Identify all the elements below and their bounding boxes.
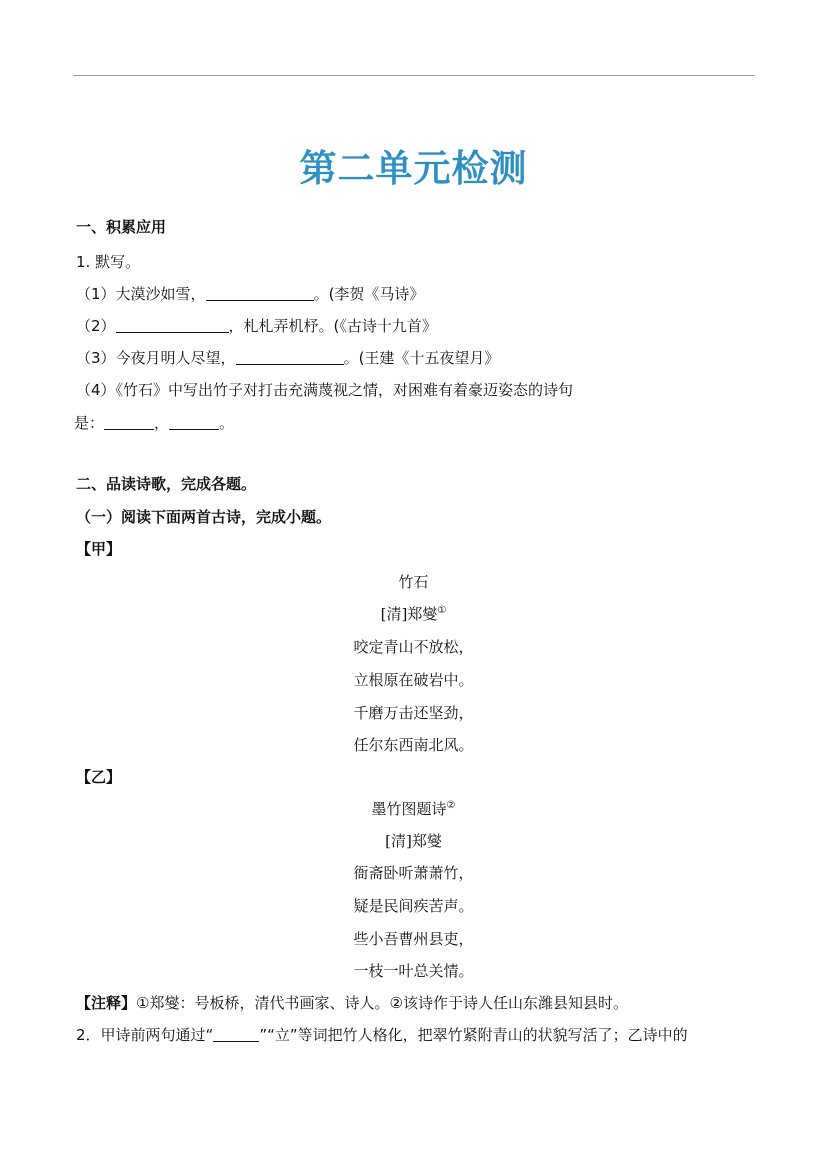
item-text-post: 。(王建《十五夜望月》 [343, 349, 500, 367]
item-text-post: 。(李贺《马诗》 [313, 285, 425, 303]
answer-blank[interactable] [169, 415, 219, 430]
poem-a-tag: 【甲】 [76, 540, 122, 558]
poem-b-line-3: 些小吾曹州县吏， [353, 930, 474, 948]
poem-a-line-4: 任尔东西南北风。 [353, 736, 474, 754]
item-number: （3） [76, 349, 116, 367]
q1-item-4-line1: （4）《竹石》中写出竹子对打击充满蔑视之情，对困难有着豪迈姿态的诗句 [76, 381, 574, 399]
poem-title-text: 墨竹图题诗 [371, 800, 447, 818]
poem-a-line-3: 千磨万击还坚劲， [353, 704, 474, 722]
answer-blank[interactable] [116, 318, 229, 333]
poem-b-tag: 【乙】 [76, 768, 122, 786]
q1-item-3 [76, 347, 499, 368]
separator: ， [154, 414, 170, 432]
section1-heading: 一、积累应用 [76, 218, 167, 236]
item-text-pre: 今夜月明人尽望， [115, 349, 236, 367]
poem-b-line-2: 疑是民间疾苦声。 [353, 897, 474, 915]
notes-label: 【注释】 [76, 994, 137, 1012]
header-rule [73, 75, 755, 76]
answer-blank[interactable] [104, 415, 154, 430]
q2-text-mid: ”“立”等词把竹人格化，把翠竹紧附青山的状貌写活了；乙诗中的 [259, 1026, 688, 1044]
q1-item-4-line2 [74, 412, 234, 433]
notes-line [76, 992, 628, 1013]
poem-a-title: 竹石 [398, 573, 429, 591]
q1-item-2 [76, 315, 437, 336]
note-marker: ② [446, 800, 456, 811]
item-text-pre: 大漠沙如雪， [115, 285, 206, 303]
item-number: （1） [76, 285, 116, 303]
poem-a-line-1: 咬定青山不放松， [353, 638, 474, 656]
answer-blank[interactable] [236, 350, 344, 365]
q2-text-pre: 2．甲诗前两句通过“ [76, 1026, 214, 1044]
q1-item-1 [76, 283, 424, 304]
section2-sub-heading: （一）阅读下面两首古诗，完成小题。 [76, 508, 332, 526]
page-title: 第二单元检测 [299, 147, 528, 190]
poem-b-author: [清]郑燮 [385, 832, 442, 850]
q2-line [76, 1024, 688, 1045]
poem-b-title [0, 798, 827, 819]
q1-intro: 1. 默写。 [76, 253, 141, 271]
poem-a-line-2: 立根原在破岩中。 [353, 671, 474, 689]
note-1-text: 郑燮：号板桥，清代书画家、诗人。 [149, 994, 390, 1012]
item-end: 。 [219, 414, 235, 432]
poem-b-line-4: 一枝一叶总关情。 [353, 962, 474, 980]
section2-heading: 二、品读诗歌，完成各题。 [76, 475, 257, 493]
item-number: （2） [76, 317, 116, 335]
item-text-post: ，札札弄机杼。(《古诗十九首》 [228, 317, 437, 335]
note-1-marker: ① [136, 994, 150, 1012]
poem-b-line-1: 衙斋卧听萧萧竹， [353, 864, 474, 882]
note-2-marker: ② [389, 994, 403, 1012]
note-marker: ① [437, 605, 447, 616]
note-2-text: 该诗作于诗人任山东潍县知县时。 [402, 994, 628, 1012]
item-text-pre: 是： [74, 414, 105, 432]
answer-blank[interactable] [213, 1027, 259, 1042]
poem-a-author [0, 603, 827, 624]
answer-blank[interactable] [206, 286, 314, 301]
author-name: [清]郑燮 [380, 605, 438, 623]
